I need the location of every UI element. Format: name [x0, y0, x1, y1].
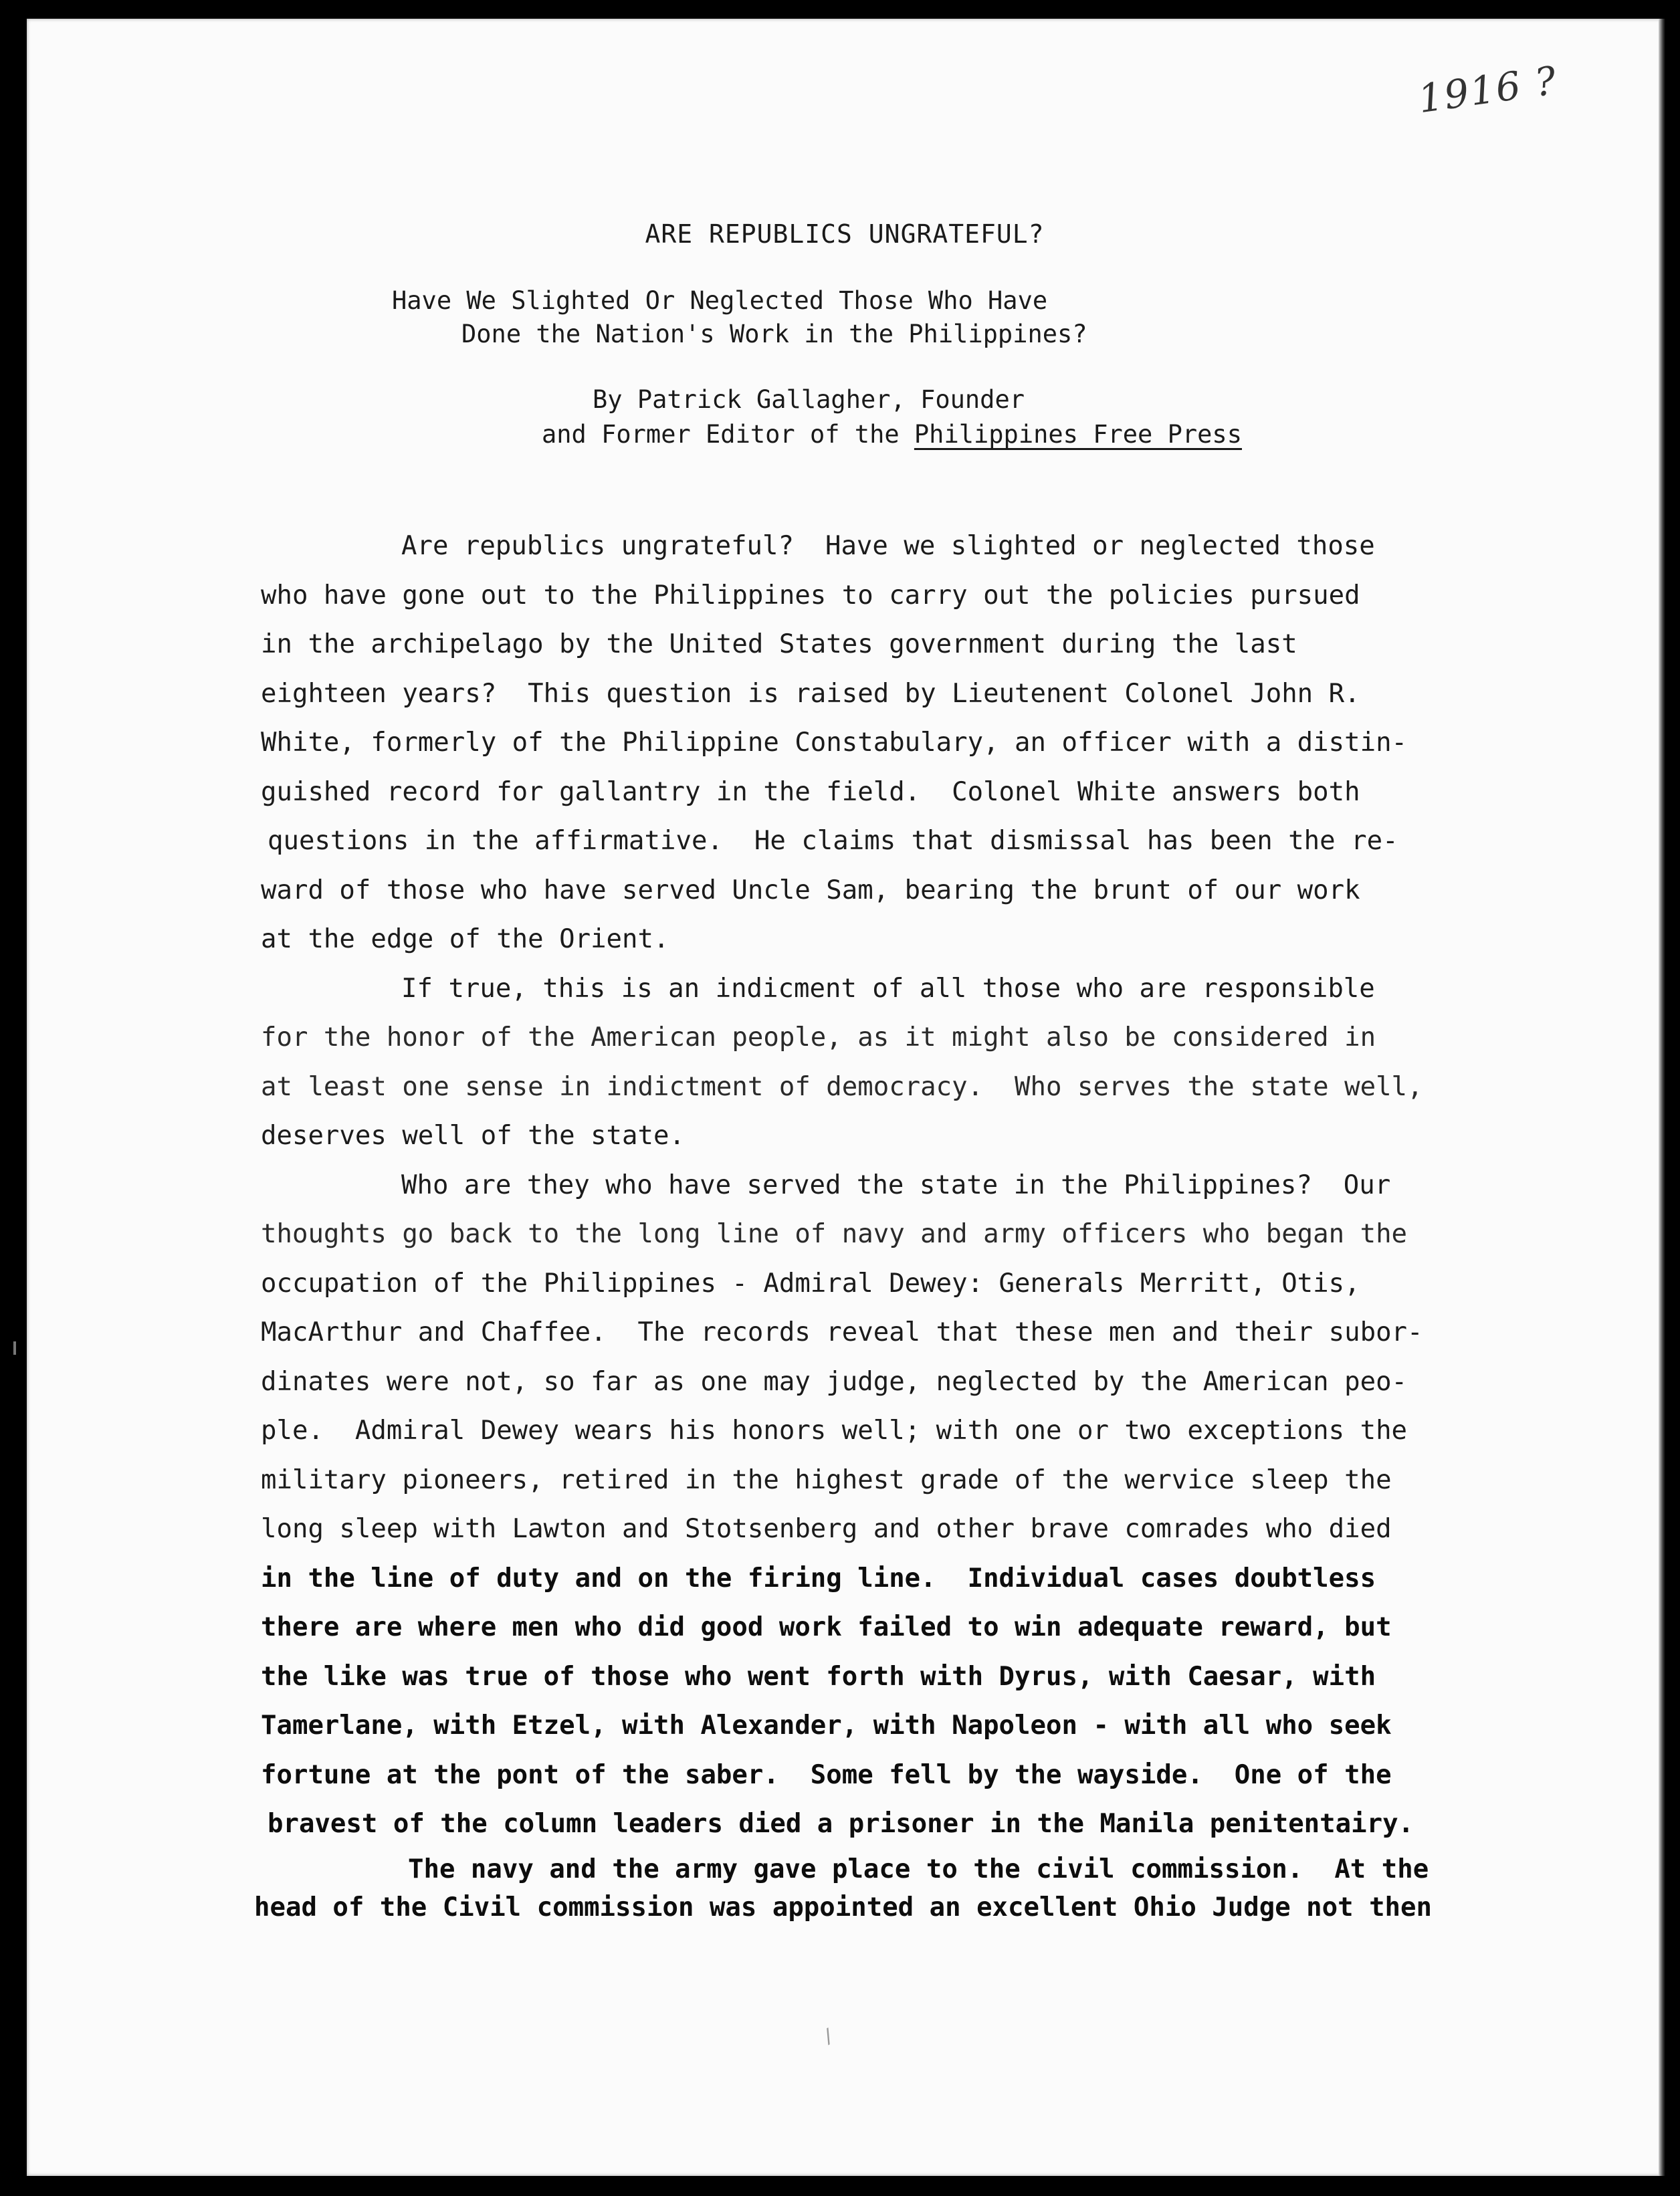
body-line: MacArthur and Chaffee. The records reveal that these men and their subor- [261, 1317, 1423, 1347]
body-line: who have gone out to the Philippines to carry out the policies pursued [261, 580, 1360, 611]
body-line: head of the Civil commission was appointed an excellent Ohio Judge not then [254, 1892, 1432, 1923]
body-line: military pioneers, retired in the highest grade of the wervice sleep the [261, 1464, 1392, 1495]
body-line: at least one sense in indictment of democracy. Who serves the state well, [261, 1071, 1423, 1102]
scan-edge [1659, 19, 1665, 2176]
subtitle-line-1: Have We Slighted Or Neglected Those Who Have [392, 286, 1048, 315]
body-line: guished record for gallantry in the field. Colonel White answers both [261, 776, 1360, 807]
body-line: the like was true of those who went forth with Dyrus, with Caesar, with [261, 1661, 1376, 1692]
byline-line-1: By Patrick Gallagher, Founder [593, 385, 1025, 414]
body-line: Who are they who have served the state in the Philippines? Our [401, 1170, 1391, 1200]
article-body [254, 522, 1565, 1925]
body-line: Tamerlane, with Etzel, with Alexander, with Napoleon - with all who seek [261, 1711, 1392, 1741]
document-title: ARE REPUBLICS UNGRATEFUL? [645, 219, 1045, 249]
body-line: ple. Admiral Dewey wears his honors well; with one or two exceptions the [261, 1416, 1408, 1446]
publication-name: Philippines Free Press [914, 420, 1242, 449]
margin-mark [13, 1341, 16, 1355]
document-page [27, 19, 1663, 2176]
body-line: fortune at the pont of the saber. Some fell by the wayside. One of the [261, 1759, 1392, 1790]
body-line: bravest of the column leaders died a prisoner in the Manila penitentairy. [268, 1809, 1414, 1839]
body-line: questions in the affirmative. He claims that dismissal has been the re- [268, 826, 1398, 856]
body-line: in the line of duty and on the firing line. Individual cases doubtless [261, 1563, 1376, 1594]
body-line: long sleep with Lawton and Stotsenberg and other brave comrades who died [261, 1514, 1392, 1544]
body-line: there are where men who did good work failed to win adequate reward, but [261, 1612, 1392, 1642]
handwritten-annotation: 1916 ? [1415, 57, 1560, 122]
body-line: If true, this is an indicment of all those who are responsible [401, 973, 1375, 1004]
body-line: for the honor of the American people, as it might also be considered in [261, 1022, 1376, 1053]
body-line: at the edge of the Orient. [261, 924, 669, 954]
subtitle-line-2: Done the Nation's Work in the Philippines? [461, 320, 1087, 348]
body-line: White, formerly of the Philippine Constabulary, an officer with a distin- [261, 728, 1408, 758]
body-line: eighteen years? This question is raised by Lieutenent Colonel John R. [261, 678, 1360, 709]
scan-artifact: / [817, 2023, 839, 2049]
body-line: occupation of the Philippines - Admiral Dewey: Generals Merritt, Otis, [261, 1268, 1360, 1299]
body-line: in the archipelago by the United States government during the last [261, 629, 1297, 659]
body-line: thoughts go back to the long line of navy and army officers who began the [261, 1219, 1408, 1249]
body-line: The navy and the army gave place to the civil commission. At the [408, 1854, 1429, 1884]
body-line: deserves well of the state. [261, 1121, 685, 1151]
byline-line-2 [542, 420, 1242, 449]
byline-prefix: and Former Editor of the [542, 420, 914, 449]
body-line: ward of those who have served Uncle Sam, bearing the brunt of our work [261, 875, 1360, 905]
body-line: Are republics ungrateful? Have we slighted or neglected those [401, 531, 1375, 561]
body-line: dinates were not, so far as one may judge, neglected by the American peo- [261, 1366, 1408, 1397]
